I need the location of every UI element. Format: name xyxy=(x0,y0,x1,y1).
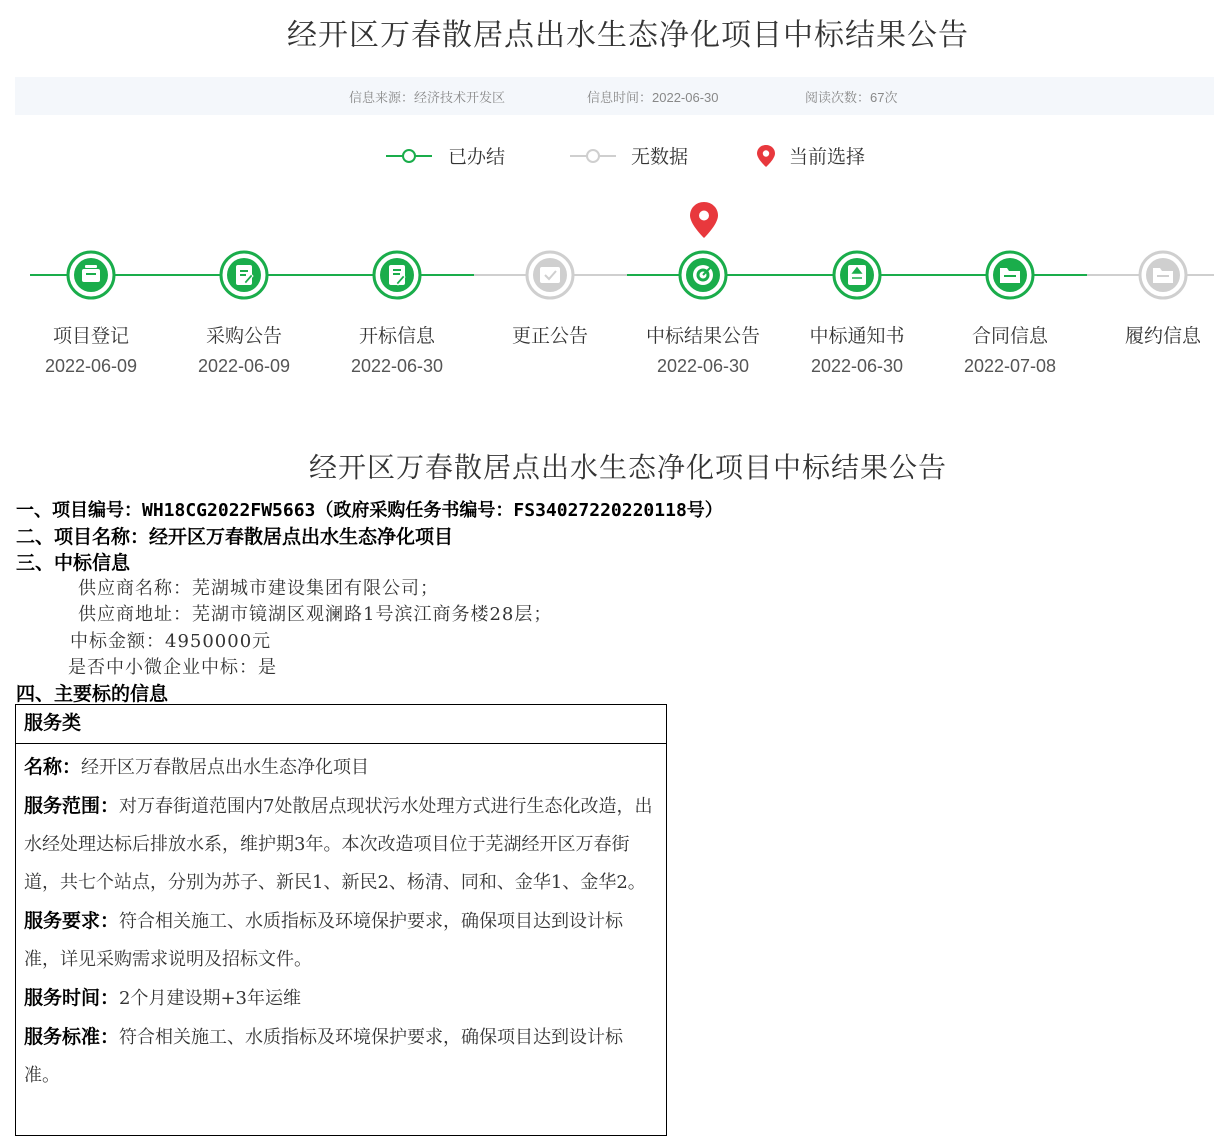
edit-doc-icon xyxy=(219,250,269,300)
timeline-step-label[interactable]: 合同信息 xyxy=(935,321,1085,348)
legend xyxy=(0,142,1214,172)
document-title: 经开区万春散居点出水生态净化项目中标结果公告 xyxy=(0,446,1214,486)
row-scope xyxy=(24,787,658,902)
row-standard xyxy=(24,1018,658,1095)
timeline-step-date: 2022-06-09 xyxy=(169,356,319,377)
pen-doc-icon xyxy=(372,250,422,300)
timeline-step-node[interactable] xyxy=(66,250,116,300)
legend-nodata xyxy=(570,142,688,169)
target-icon xyxy=(678,250,728,300)
row-name-label: 名称： xyxy=(24,756,81,778)
timeline-step-node[interactable] xyxy=(219,250,269,300)
row-standard-value: 符合相关施工、水质指标及环境保护要求，确保项目达到设计标准。 xyxy=(24,1027,623,1086)
timeline-step-node[interactable] xyxy=(1138,250,1188,300)
timeline-step-date: 2022-06-09 xyxy=(16,356,166,377)
current-step-pin-icon xyxy=(688,200,720,240)
timeline-step-label[interactable]: 采购公告 xyxy=(169,321,319,348)
row-time xyxy=(24,979,658,1018)
row-scope-value: 对万春街道范围内7处散居点现状污水处理方式进行生态化改造，出水经处理达标后排放水系，维护期3年。本次改造项目位于芜湖经开区万春街道，共七个站点，分别为苏子、新民1、新民2、杨清、同和、金华1、金华2。 xyxy=(24,796,652,893)
row-requirement-value: 符合相关施工、水质指标及环境保护要求，确保项目达到设计标准，详见采购需求说明及招标文件。 xyxy=(24,911,623,970)
info-bar xyxy=(15,77,1214,115)
section-project-number: 一、项目编号：WH18CG2022FW5663（政府采购任务书编号：FS34027220220118号） xyxy=(16,496,723,522)
timeline-step-date: 2022-06-30 xyxy=(628,356,778,377)
legend-current-label: 当前选择 xyxy=(789,142,865,169)
info-source: 信息来源：经济技术开发区 xyxy=(349,87,505,106)
legend-done xyxy=(386,142,505,169)
section-main-items: 四、主要标的信息 xyxy=(16,679,168,706)
correction-icon xyxy=(525,250,575,300)
timeline-step-date: 2022-07-08 xyxy=(935,356,1085,377)
location-pin-icon xyxy=(756,144,776,168)
supplier-name: 供应商名称：芜湖城市建设集团有限公司； xyxy=(78,574,439,600)
info-time: 信息时间：2022-06-30 xyxy=(587,87,719,106)
timeline-step-label[interactable]: 更正公告 xyxy=(475,321,625,348)
info-views: 阅读次数：67次 xyxy=(805,87,897,106)
timeline-step-label[interactable]: 中标结果公告 xyxy=(628,321,778,348)
notice-icon xyxy=(832,250,882,300)
supplier-address: 供应商地址：芜湖市镜湖区观澜路1号滨江商务楼28层； xyxy=(78,600,552,626)
row-standard-label: 服务标准： xyxy=(24,1026,119,1048)
timeline-step-date: 2022-06-30 xyxy=(322,356,472,377)
row-time-label: 服务时间： xyxy=(24,987,119,1009)
progress-timeline xyxy=(0,190,1214,390)
timeline-step-date: 2022-06-30 xyxy=(782,356,932,377)
legend-current xyxy=(756,142,865,169)
timeline-step-node[interactable] xyxy=(372,250,422,300)
section-project-name: 二、项目名称：经开区万春散居点出水生态净化项目 xyxy=(16,522,453,549)
row-time-value: 2个月建设期+3年运维 xyxy=(119,988,301,1009)
timeline-step-node[interactable] xyxy=(985,250,1035,300)
section-award-info: 三、中标信息 xyxy=(16,548,130,575)
legend-nodata-label: 无数据 xyxy=(631,142,688,169)
timeline-step-node[interactable] xyxy=(678,250,728,300)
page-title: 经开区万春散居点出水生态净化项目中标结果公告 xyxy=(0,10,1214,54)
row-name xyxy=(24,748,658,787)
sme-award: 是否中小微企业中标：是 xyxy=(68,653,277,679)
timeline-step-label[interactable]: 项目登记 xyxy=(16,321,166,348)
timeline-step-node[interactable] xyxy=(832,250,882,300)
row-requirement xyxy=(24,902,658,979)
timeline-step-label[interactable]: 中标通知书 xyxy=(782,321,932,348)
table-category: 服务类 xyxy=(16,705,666,744)
folder-icon xyxy=(985,250,1035,300)
award-amount: 中标金额：4950000元 xyxy=(70,627,271,653)
main-items-table xyxy=(15,704,667,1136)
row-name-value: 经开区万春散居点出水生态净化项目 xyxy=(81,757,369,778)
row-requirement-label: 服务要求： xyxy=(24,910,119,932)
nodata-line-icon xyxy=(570,148,616,164)
timeline-step-label[interactable]: 开标信息 xyxy=(322,321,472,348)
folder-icon xyxy=(1138,250,1188,300)
timeline-step-node[interactable] xyxy=(525,250,575,300)
row-scope-label: 服务范围： xyxy=(24,795,119,817)
timeline-step-label[interactable]: 履约信息 xyxy=(1088,321,1214,348)
done-line-icon xyxy=(386,148,432,164)
table-body xyxy=(16,744,666,1095)
basket-icon xyxy=(66,250,116,300)
legend-done-label: 已办结 xyxy=(448,142,505,169)
